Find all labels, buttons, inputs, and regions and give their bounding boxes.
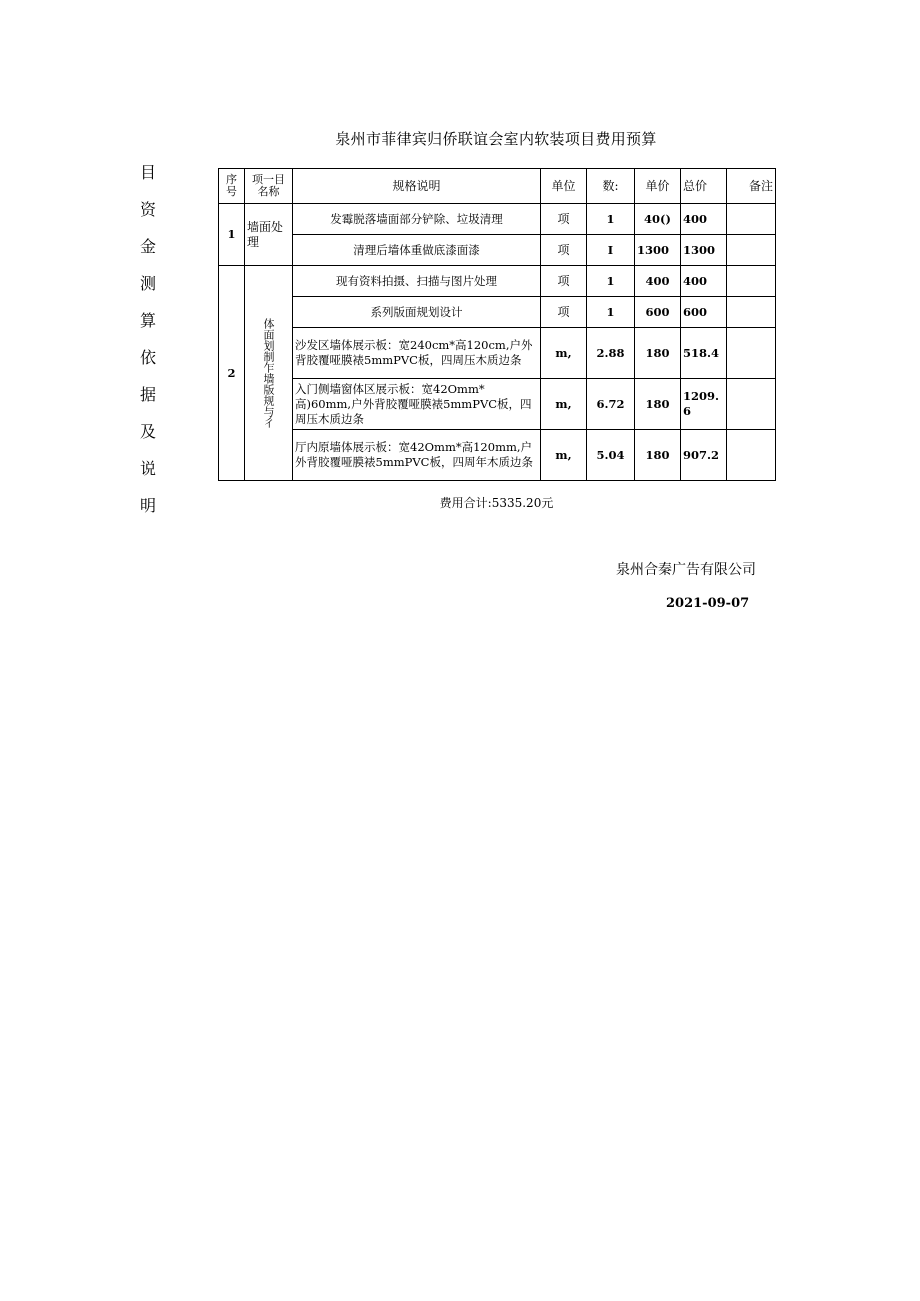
table-row <box>219 266 776 297</box>
row-note <box>727 430 776 481</box>
row-total: 400 <box>681 266 727 297</box>
row-price: 1300 <box>635 235 681 266</box>
row-price: 400 <box>635 266 681 297</box>
table-row <box>219 430 776 481</box>
row-total: 518.4 <box>681 328 727 379</box>
header-qty: 数: <box>587 169 635 204</box>
row-unit: 项 <box>541 235 587 266</box>
row-price: 180 <box>635 328 681 379</box>
row-qty: 1 <box>587 266 635 297</box>
row-qty: 5.04 <box>587 430 635 481</box>
row-price: 600 <box>635 297 681 328</box>
row-price: 180 <box>635 430 681 481</box>
side-char: 目 <box>139 163 156 182</box>
document-date: 2021-09-07 <box>666 596 750 611</box>
row-total: 1209.6 <box>681 379 727 430</box>
row-qty: I <box>587 235 635 266</box>
table-row <box>219 297 776 328</box>
group-name: 体面划制乍墙版规与彳 <box>262 318 275 428</box>
side-char: 依 <box>139 348 156 367</box>
side-char: 明 <box>139 496 156 515</box>
side-char: 说 <box>139 459 156 478</box>
row-note <box>727 235 776 266</box>
table-row <box>219 204 776 235</box>
row-note <box>727 328 776 379</box>
row-total: 600 <box>681 297 727 328</box>
company-name: 泉州合秦广告有限公司 <box>616 562 756 578</box>
row-spec: 系列版面规划设计 <box>293 297 541 328</box>
row-qty: 6.72 <box>587 379 635 430</box>
side-char: 金 <box>139 237 156 256</box>
row-note <box>727 379 776 430</box>
side-char: 测 <box>139 274 156 293</box>
row-spec: 入门侧墙窗体区展示板：宽42Omm*高)60mm,户外背胶覆哑膜裱5mmPVC板，四周压木质边条 <box>293 379 541 430</box>
row-spec: 厅内原墙体展示板：宽42Omm*高120mm,户外背胶覆哑膜裱5mmPVC板，四周年木质边条 <box>293 430 541 481</box>
side-label <box>136 160 160 530</box>
table-row <box>219 379 776 430</box>
row-spec: 清理后墙体重做底漆面漆 <box>293 235 541 266</box>
table-row <box>219 328 776 379</box>
header-unit: 单位 <box>541 169 587 204</box>
table-row <box>219 235 776 266</box>
row-total: 1300 <box>681 235 727 266</box>
row-unit: 项 <box>541 297 587 328</box>
row-unit: m, <box>541 379 587 430</box>
table-header <box>219 169 776 204</box>
total-amount: 费用合计:5335.20元 <box>439 496 554 510</box>
side-char: 资 <box>139 200 156 219</box>
row-note <box>727 266 776 297</box>
row-spec: 沙发区墙体展示板：宽240cm*高120cm,户外背胶覆哑膜裱5mmPVC板，四周压木质边条 <box>293 328 541 379</box>
row-unit: m, <box>541 328 587 379</box>
row-spec: 现有资料拍摄、扫描与图片处理 <box>293 266 541 297</box>
row-qty: 1 <box>587 204 635 235</box>
group-seq: 2 <box>219 266 245 481</box>
header-seq: 序号 <box>219 169 245 204</box>
group-name-cell <box>245 266 293 481</box>
budget-table <box>218 168 776 481</box>
group-name: 墙面处理 <box>245 204 293 266</box>
header-name: 项一目名称 <box>245 169 293 204</box>
row-qty: 1 <box>587 297 635 328</box>
header-total: 总价 <box>681 169 727 204</box>
row-unit: 项 <box>541 204 587 235</box>
row-note <box>727 297 776 328</box>
row-qty: 2.88 <box>587 328 635 379</box>
group-seq: 1 <box>219 204 245 266</box>
row-spec: 发霉脱落墙面部分铲除、垃圾清理 <box>293 204 541 235</box>
header-spec: 规格说明 <box>293 169 541 204</box>
header-price: 单价 <box>635 169 681 204</box>
row-unit: m, <box>541 430 587 481</box>
header-note: 备注 <box>727 169 776 204</box>
side-char: 算 <box>139 311 156 330</box>
row-price: 40() <box>635 204 681 235</box>
row-price: 180 <box>635 379 681 430</box>
side-char: 据 <box>139 385 156 404</box>
page-title: 泉州市菲律宾归侨联谊会室内软装项目费用预算 <box>335 130 657 148</box>
row-note <box>727 204 776 235</box>
row-total: 907.2 <box>681 430 727 481</box>
side-char: 及 <box>139 422 156 441</box>
row-total: 400 <box>681 204 727 235</box>
row-unit: 项 <box>541 266 587 297</box>
